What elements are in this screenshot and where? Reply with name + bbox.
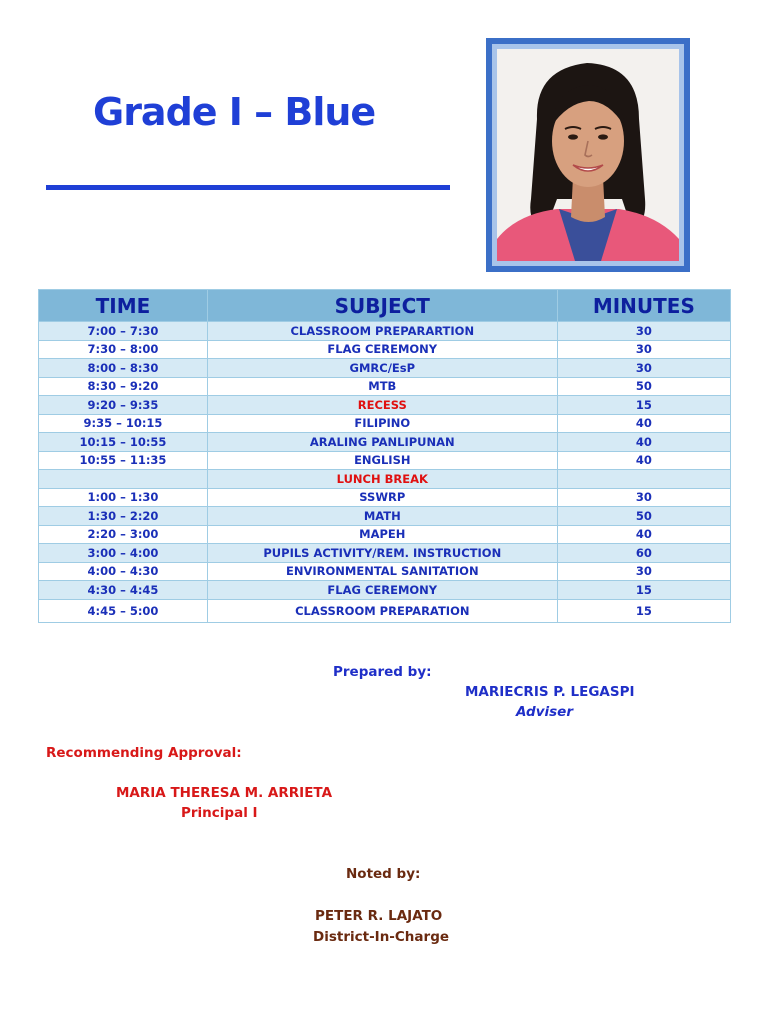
table-row (39, 470, 731, 489)
cell-subject: FILIPINO (207, 414, 557, 433)
table-row (39, 322, 731, 341)
noted-by-label: Noted by: (346, 866, 421, 882)
table-row (39, 581, 731, 600)
cell-time: 3:00 – 4:00 (39, 544, 208, 563)
cell-time: 8:00 – 8:30 (39, 359, 208, 378)
cell-subject: FLAG CEREMONY (207, 581, 557, 600)
table-row (39, 599, 731, 622)
cell-time: 9:35 – 10:15 (39, 414, 208, 433)
table-row (39, 562, 731, 581)
table-row (39, 488, 731, 507)
cell-minutes: 15 (557, 599, 730, 622)
prepared-by-name: MARIECRIS P. LEGASPI (465, 684, 635, 700)
cell-time: 4:30 – 4:45 (39, 581, 208, 600)
table-header-row (39, 290, 731, 322)
cell-subject: CLASSROOM PREPARARTION (207, 322, 557, 341)
table-row (39, 525, 731, 544)
cell-minutes: 15 (557, 581, 730, 600)
recommending-title: Principal I (181, 805, 258, 821)
cell-time (39, 470, 208, 489)
cell-subject: LUNCH BREAK (207, 470, 557, 489)
noted-by-name: PETER R. LAJATO (315, 908, 443, 924)
cell-minutes: 30 (557, 340, 730, 359)
table-row (39, 396, 731, 415)
table-row (39, 451, 731, 470)
cell-subject: ENGLISH (207, 451, 557, 470)
cell-minutes: 30 (557, 562, 730, 581)
cell-time: 4:00 – 4:30 (39, 562, 208, 581)
cell-time: 10:15 – 10:55 (39, 433, 208, 452)
cell-minutes: 40 (557, 525, 730, 544)
teacher-portrait-photo (497, 49, 679, 261)
cell-time: 4:45 – 5:00 (39, 599, 208, 622)
cell-time: 9:20 – 9:35 (39, 396, 208, 415)
table-row (39, 507, 731, 526)
title-underline (46, 185, 450, 190)
prepared-by-title: Adviser (516, 704, 573, 720)
cell-minutes: 15 (557, 396, 730, 415)
cell-minutes: 60 (557, 544, 730, 563)
cell-minutes: 40 (557, 414, 730, 433)
cell-subject: CLASSROOM PREPARATION (207, 599, 557, 622)
table-row (39, 359, 731, 378)
column-header-subject: SUBJECT (207, 290, 557, 322)
schedule-rows (39, 322, 731, 623)
cell-subject: MAPEH (207, 525, 557, 544)
cell-subject: ENVIRONMENTAL SANITATION (207, 562, 557, 581)
cell-time: 10:55 – 11:35 (39, 451, 208, 470)
cell-minutes: 30 (557, 359, 730, 378)
recommending-name: MARIA THERESA M. ARRIETA (116, 785, 333, 801)
column-header-time: TIME (39, 290, 208, 322)
table-row (39, 433, 731, 452)
cell-subject: SSWRP (207, 488, 557, 507)
prepared-by-label: Prepared by: (333, 664, 432, 680)
table-row (39, 377, 731, 396)
cell-time: 7:30 – 8:00 (39, 340, 208, 359)
photo-frame (486, 38, 690, 272)
table-row (39, 544, 731, 563)
class-schedule-table (38, 289, 731, 623)
cell-time: 1:30 – 2:20 (39, 507, 208, 526)
table-row (39, 414, 731, 433)
cell-time: 1:00 – 1:30 (39, 488, 208, 507)
cell-time: 7:00 – 7:30 (39, 322, 208, 341)
cell-subject: ARALING PANLIPUNAN (207, 433, 557, 452)
page-title: Grade I – Blue (93, 90, 376, 134)
cell-minutes: 40 (557, 433, 730, 452)
cell-time: 2:20 – 3:00 (39, 525, 208, 544)
column-header-minutes: MINUTES (557, 290, 730, 322)
cell-minutes: 30 (557, 488, 730, 507)
cell-subject: MATH (207, 507, 557, 526)
portrait-illustration (497, 49, 679, 261)
cell-subject: PUPILS ACTIVITY/REM. INSTRUCTION (207, 544, 557, 563)
table-row (39, 340, 731, 359)
cell-subject: RECESS (207, 396, 557, 415)
noted-by-title: District-In-Charge (313, 929, 450, 945)
cell-minutes: 50 (557, 377, 730, 396)
cell-minutes: 30 (557, 322, 730, 341)
cell-minutes (557, 470, 730, 489)
cell-minutes: 50 (557, 507, 730, 526)
cell-minutes: 40 (557, 451, 730, 470)
cell-subject: GMRC/EsP (207, 359, 557, 378)
cell-subject: MTB (207, 377, 557, 396)
cell-subject: FLAG CEREMONY (207, 340, 557, 359)
cell-time: 8:30 – 9:20 (39, 377, 208, 396)
recommending-approval-label: Recommending Approval: (46, 745, 242, 761)
